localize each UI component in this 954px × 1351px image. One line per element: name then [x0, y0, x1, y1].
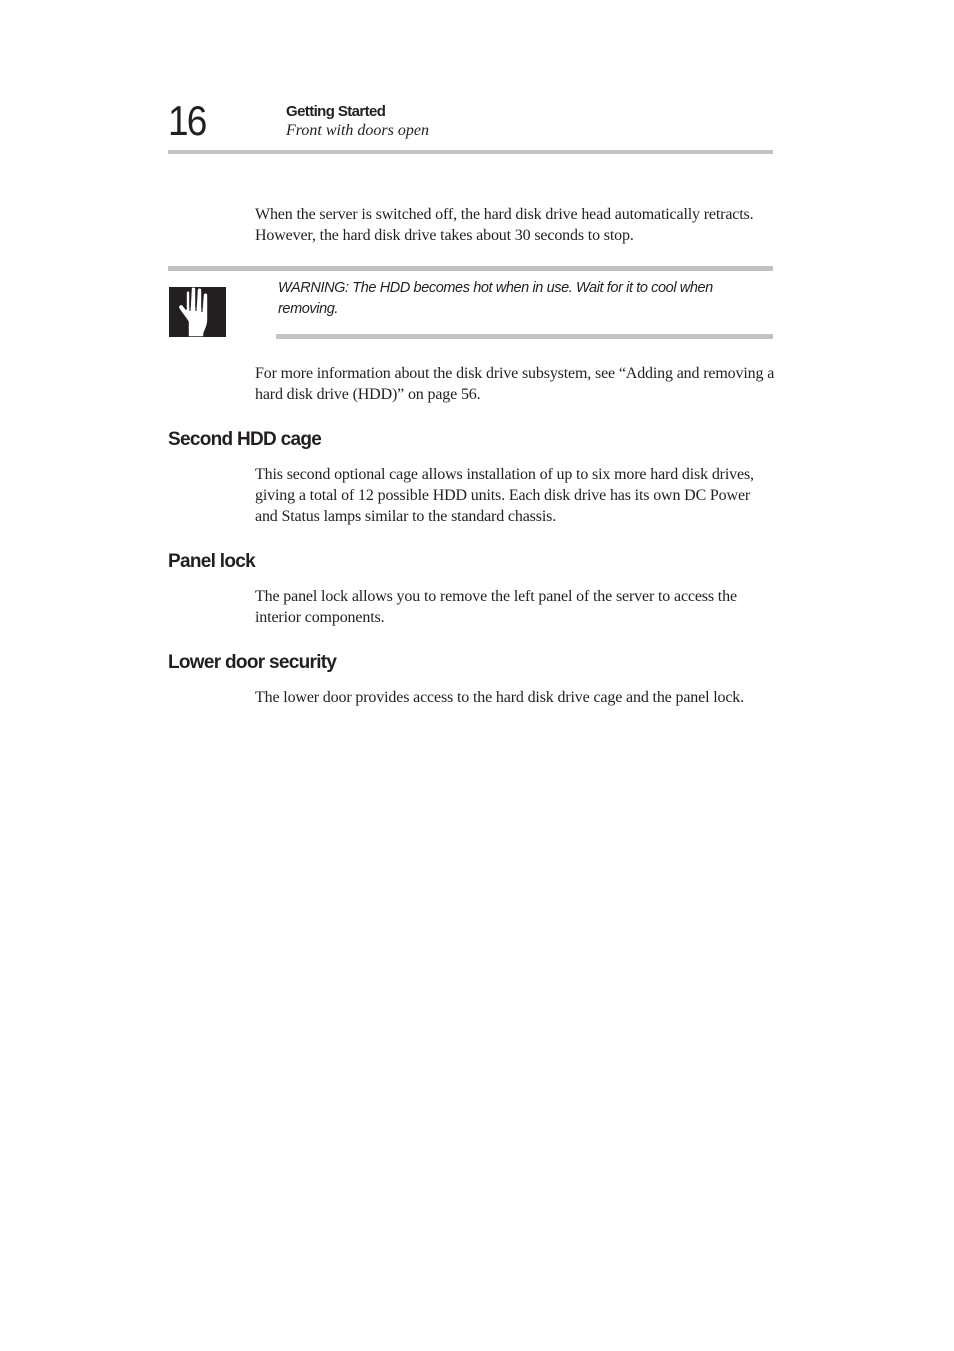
- intro-paragraph: When the server is switched off, the hard disk drive head automatically retracts. However, the hard disk drive takes about 30 seconds to stop.: [255, 206, 754, 244]
- more-info-paragraph: For more information about the disk drive subsystem, see “Adding and removing a hard disk drive (HDD)” on page 56.: [255, 365, 775, 403]
- warning-bottom-rule: [276, 334, 773, 339]
- section-heading-second-hdd-cage: Second HDD cage: [168, 429, 322, 450]
- section-body-panel-lock: The panel lock allows you to remove the left panel of the server to access the interior components.: [255, 588, 737, 626]
- hand-stop-icon: [169, 287, 226, 337]
- warning-text: WARNING: The HDD becomes hot when in use. Wait for it to cool when removing.: [278, 280, 713, 317]
- section-heading-panel-lock: Panel lock: [168, 551, 255, 572]
- section-body-second-hdd-cage: This second optional cage allows installation of up to six more hard disk drives, giving a total of 12 possible HDD units. Each disk drive has its own DC Power and Status lamps similar to the standard chassis.: [255, 466, 754, 525]
- running-header-section: Front with doors open: [286, 122, 429, 139]
- warning-top-rule: [168, 266, 773, 271]
- section-body-lower-door-security: The lower door provides access to the hard disk drive cage and the panel lock.: [255, 689, 745, 706]
- running-header-chapter: Getting Started: [286, 103, 386, 120]
- page-number: 16: [168, 97, 206, 144]
- section-heading-lower-door-security: Lower door security: [168, 652, 337, 673]
- header-rule: [168, 150, 773, 154]
